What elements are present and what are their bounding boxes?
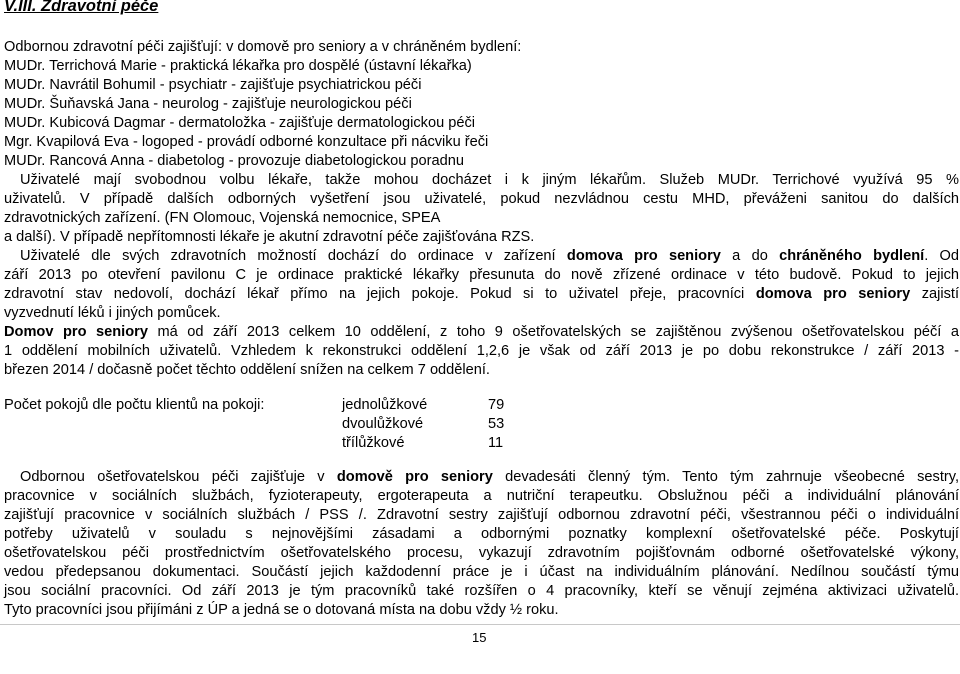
room-type: třílůžkové (342, 435, 405, 451)
para4-line (20, 468, 959, 487)
para4-line: potřeby uživatelů v souladu s nejnovějšími zásadami a odbornými poznatky komplexní ošetřovatelské péče. Poskytují (4, 526, 959, 542)
para4-line: zajišťují pracovnice v sociálních službách / PSS /. Zdravotní sestry zajišťují odbornou zdravotní péči, všestrannou péči o individuální (4, 507, 959, 523)
room-count: 11 (488, 435, 504, 451)
para2-text: zdravotní stav nedovolí, dochází lékař přímo na jejich pokoje. Pokud si to uživatel přeje, pracovníci (4, 286, 756, 302)
intro-line: Odbornou zdravotní péči zajišťují: v domově pro seniory a v chráněném bydlení: (4, 39, 522, 55)
room-count: 79 (488, 397, 505, 413)
para2-line (20, 247, 959, 266)
intro-line: MUDr. Rancová Anna - diabetolog - provozuje diabetologickou poradnu (4, 153, 464, 169)
para4-bold-dps: domově pro seniory (336, 469, 493, 485)
para2-text: a do (720, 248, 780, 264)
para1-line: uživatelů. V případě dalších odborných vyšetření jsou uživatelé, pokud nezvládnou cestu MHD, převáženi sanitou do dalších (4, 191, 959, 207)
para2-text: . Od (924, 248, 960, 264)
intro-line: MUDr. Šuňavská Jana - neurolog - zajišťuje neurologickou péči (4, 96, 412, 112)
para2-bold-dps: domova pro seniory (566, 248, 721, 264)
para3-bold-dps: Domov pro seniory (4, 324, 148, 340)
para1-line: zdravotnických zařízení. (FN Olomouc, Vojenská nemocnice, SPEA (4, 210, 441, 226)
intro-line: MUDr. Navrátil Bohumil - psychiatr - zajišťuje psychiatrickou péči (4, 77, 422, 93)
intro-line: Mgr. Kvapilová Eva - logoped - provádí odborné konzultace při nácviku řeči (4, 134, 489, 150)
para4-text: Odbornou ošetřovatelskou péči zajišťuje v (20, 469, 337, 485)
para2-line (4, 285, 959, 304)
para4-line: vedou předepsanou dokumentaci. Součástí jejich každodenní práce je i účast na individuálním plánování. Nedílnou součástí týmu (4, 564, 959, 580)
para3-text: má od září 2013 celkem 10 oddělení, z toho 9 ošetřovatelských se zajištěnou zvýšenou ošetřovatelskou péčí a (147, 324, 959, 340)
para4-line: jsou sociální pracovníci. Od září 2013 je tým pracovníků také rozšířen o 4 pracovníky, kteří se věnují zejména aktivizaci uživatelů. (4, 583, 959, 599)
room-type: dvoulůžkové (342, 416, 424, 432)
para2-text: zajistí (910, 286, 960, 302)
para2-text: Uživatelé dle svých zdravotních možností dochází do ordinace v zařízení (20, 248, 567, 264)
rooms-label: Počet pokojů dle počtu klientů na pokoji: (4, 397, 265, 413)
footer-divider (0, 624, 960, 625)
intro-line: MUDr. Terrichová Marie - praktická lékařka pro dospělé (ústavní lékařka) (4, 58, 472, 74)
para3-line (4, 323, 959, 342)
para4-line: Tyto pracovníci jsou přijímáni z ÚP a jedná se o dotovaná místa na dobu vždy ½ roku. (4, 602, 559, 618)
section-heading: V.III. Zdravotní péče (4, 0, 159, 15)
para2-line: září 2013 po otevření pavilonu C je ordinace praktické lékařky přesunuta do nově zřízené ordinace v této budově. Pokud to jejich (4, 267, 959, 283)
room-type: jednolůžkové (342, 397, 428, 413)
para1-line: Uživatelé mají svobodnou volbu lékaře, takže mohou docházet i k jiným lékařům. Služeb MUDr. Terrichové využívá 95 % (20, 172, 959, 188)
para4-line: ošetřovatelskou péči prostřednictvím ošetřovatelského procesu, vykazují zdravotním pojišťovnám odborné ošetřovatelské výkony, (4, 545, 959, 561)
para3-line: 1 oddělení mobilních uživatelů. Vzhledem k rekonstrukci oddělení 1,2,6 je však od září 2013 je po dobu rekonstrukce / září 2013 - (4, 343, 959, 359)
para2-bold-cb: chráněného bydlení (779, 248, 925, 264)
intro-line: MUDr. Kubicová Dagmar - dermatoložka - zajišťuje dermatologickou péči (4, 115, 476, 131)
para1-line: a další). V případě nepřítomnosti lékaře je akutní zdravotní péče zajišťována RZS. (4, 229, 535, 245)
para4-line: pracovnice v sociálních službách, fyzioterapeuty, ergoterapeuta a nutriční terapeutku. Obslužnou péči a individuální plánování (4, 488, 959, 504)
page-number: 15 (472, 630, 487, 645)
para3-line: březen 2014 / dočasně počet těchto oddělení snížen na celkem 7 oddělení. (4, 362, 490, 378)
room-count: 53 (488, 416, 505, 432)
para2-bold-dps: domova pro seniory (755, 286, 911, 302)
para4-text: devadesáti členný tým. Tento tým zahrnuje všeobecné sestry, (492, 469, 960, 485)
para2-line: vyzvednutí léků i jiných pomůcek. (4, 305, 221, 321)
